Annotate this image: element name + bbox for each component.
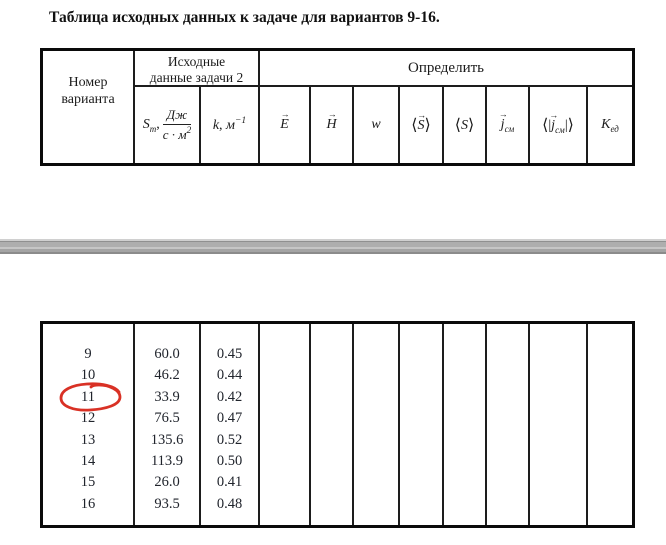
langle: ⟨	[542, 117, 549, 134]
k-exponent: −1	[234, 116, 247, 126]
j-vector	[498, 108, 507, 133]
formula-avg-s	[455, 115, 475, 135]
variant-value: 13	[80, 431, 96, 448]
h-base: H	[326, 117, 337, 132]
abs-bar: |	[564, 118, 568, 133]
kef-base: K	[601, 116, 611, 132]
header-cell-k-ed	[588, 87, 632, 163]
s-base: S	[461, 118, 468, 133]
k-value: 0.47	[216, 410, 243, 427]
header-cell-j-displacement	[487, 87, 530, 163]
page-title: Таблица исходных данных к задаче для вариантов 9-16.	[49, 9, 440, 26]
k-value: 0.45	[216, 346, 243, 362]
variant-value: 12	[80, 410, 96, 427]
data-table	[40, 321, 635, 528]
data-col-j-displacement	[487, 324, 530, 525]
rangle: ⟩	[424, 117, 431, 134]
formula-h-vector	[326, 109, 337, 133]
sm-value: 93.5	[154, 495, 180, 512]
e-base: E	[280, 117, 289, 132]
data-col-variant	[43, 324, 135, 525]
source-label-line2: данные задачи 2	[149, 69, 244, 85]
sm-value: 60.0	[154, 346, 180, 362]
header-group-source-data	[135, 51, 260, 87]
formula-k-ed	[601, 117, 619, 134]
page-break-divider	[0, 239, 666, 254]
vector-arrow-icon: →	[549, 110, 558, 120]
header-cell-w	[354, 87, 400, 163]
variant-value: 15	[80, 474, 96, 491]
sm-subscript: m	[149, 124, 157, 135]
k-value: 0.50	[216, 453, 243, 470]
variant-value: 14	[80, 453, 96, 470]
data-col-k	[201, 324, 260, 525]
denominator-exponent: 2	[186, 125, 192, 136]
variant-value-circled: 11	[81, 388, 95, 405]
formula-w: w	[371, 117, 381, 132]
j-base: j	[551, 118, 556, 133]
header-cell-e-vector	[260, 87, 311, 163]
determine-label: Определить	[407, 59, 485, 76]
sm-value: 33.9	[154, 388, 180, 405]
k-value: 0.48	[216, 495, 243, 512]
k-value: 0.42	[216, 388, 243, 405]
vector-arrow-icon: →	[280, 109, 289, 119]
vector-arrow-icon: →	[498, 108, 507, 119]
source-label-line1: Исходные	[167, 54, 226, 69]
j-base: j	[500, 116, 505, 132]
data-col-avg-abs-j	[530, 324, 588, 525]
header-table	[40, 48, 635, 166]
header-cell-k	[201, 87, 260, 163]
rangle: ⟩	[468, 117, 475, 134]
header-cell-avg-s	[444, 87, 487, 163]
j-subscript: см	[504, 123, 515, 134]
fraction-denominator	[163, 125, 192, 142]
data-col-k-ed	[588, 324, 632, 525]
data-col-avg-s-vector	[400, 324, 444, 525]
sm-value: 76.5	[154, 410, 180, 427]
header-cell-h-vector	[311, 87, 354, 163]
kef-subscript: ед	[610, 123, 619, 134]
header-group-determine	[260, 51, 632, 87]
header-cell-avg-s-vector	[400, 87, 444, 163]
k-value: 0.41	[216, 474, 243, 491]
j-vector	[549, 110, 558, 134]
variant-value: 9	[84, 346, 92, 362]
data-col-w	[354, 324, 400, 525]
formula-avg-abs-j	[542, 110, 574, 135]
variant-label-line2: варианта	[61, 91, 115, 107]
data-col-sm	[135, 324, 201, 525]
variant-label-line1: Номер	[68, 75, 108, 90]
langle: ⟨	[411, 117, 418, 134]
k-value: 0.52	[216, 431, 243, 448]
k-value: 0.44	[216, 367, 243, 384]
rangle: ⟩	[567, 117, 574, 134]
langle: ⟨	[454, 117, 461, 134]
formula-k	[213, 116, 246, 134]
abs-bar: |	[548, 118, 552, 133]
s-vector	[417, 110, 426, 134]
k-unit: м	[226, 118, 235, 133]
fraction-numerator: Дж	[163, 108, 192, 124]
data-col-e-vector	[260, 324, 311, 525]
comma: ,	[219, 118, 223, 133]
vector-arrow-icon: →	[327, 109, 336, 119]
data-col-h-vector	[311, 324, 354, 525]
sm-value: 26.0	[154, 474, 180, 491]
k-base: k	[212, 118, 220, 133]
formula-avg-s-vector	[411, 110, 431, 135]
denominator-text: с · м	[162, 126, 187, 142]
comma: ,	[156, 117, 160, 133]
formula-j-displacement	[498, 108, 515, 134]
header-cell-variant-number	[43, 51, 135, 163]
sm-base: S	[142, 117, 150, 133]
header-cell-sm	[135, 87, 201, 163]
sm-unit-fraction	[163, 108, 192, 142]
variant-value: 16	[80, 495, 96, 512]
formula-sm	[143, 108, 192, 142]
vector-arrow-icon: →	[417, 110, 426, 120]
j-subscript: см	[555, 125, 565, 135]
formula-e-vector	[280, 109, 289, 133]
variant-value: 10	[80, 367, 96, 384]
header-cell-avg-abs-j	[530, 87, 588, 163]
sm-value: 135.6	[150, 431, 184, 448]
s-base: S	[417, 118, 425, 133]
sm-value: 113.9	[150, 453, 184, 470]
data-col-avg-s	[444, 324, 487, 525]
sm-value: 46.2	[154, 367, 180, 384]
